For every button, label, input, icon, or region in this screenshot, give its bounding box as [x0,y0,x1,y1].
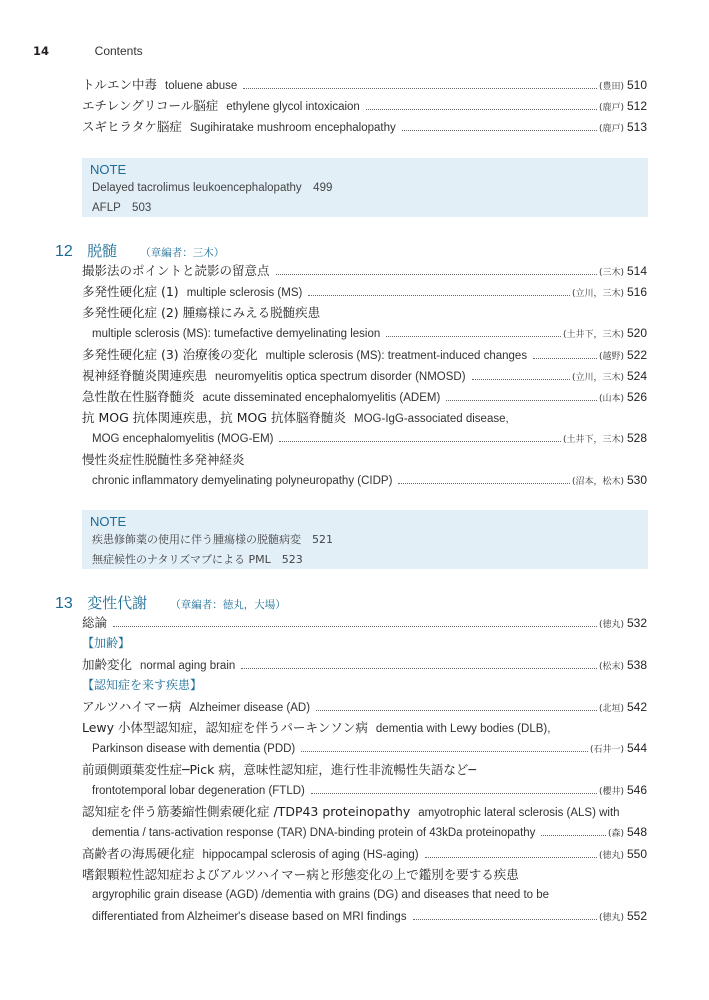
entry-page-number[interactable]: 516 [626,285,647,299]
entry-author: (立川，三木) [571,289,624,299]
chapter-heading[interactable] [55,240,224,262]
entry-title-en: dementia / tans-activation response (TAR) DNA-binding protein of 43kDa proteinopathy [92,827,536,839]
toc-entry[interactable] [0,386,709,407]
chapter-number: 12 [55,243,73,260]
entry-title-jp: 総論 [82,615,108,630]
entry-author: (鹿戸) [598,124,624,134]
entry-author: (徳丸) [598,851,624,861]
entry-page-number[interactable]: 552 [626,909,647,923]
entry-page-number[interactable]: 522 [626,348,647,362]
toc-entry[interactable] [0,654,709,675]
entry-title-jp: 多発性硬化症 (1) [82,284,179,299]
toc-entry[interactable] [0,801,709,822]
chapter-number: 13 [55,595,73,612]
toc-entry-row [82,116,647,140]
entry-author: (松末) [598,662,624,672]
note-title: NOTE [90,162,127,177]
entry-author: (徳丸) [598,913,624,923]
toc-entry[interactable] [0,822,709,843]
dot-leader [366,109,597,110]
note-item[interactable]: Delayed tacrolimus leukoencephalopathy 499 [92,182,333,194]
toc-entry[interactable] [0,449,709,470]
dot-leader [113,626,597,627]
chapter-name: 変性代謝 [87,594,148,612]
toc-entry[interactable] [0,116,709,137]
dot-leader [279,441,560,442]
note-item[interactable]: 無症候性のナタリズマブによる PML 523 [92,553,303,566]
entry-page-number[interactable]: 520 [626,326,647,340]
toc-entry[interactable] [0,95,709,116]
entry-author: (徳丸) [598,620,624,630]
entry-title-en: amyotrophic lateral sclerosis (ALS) with [418,807,620,819]
entry-title-en: dementia with Lewy bodies (DLB), [375,723,551,735]
entry-title-jp: 嗜銀顆粒性認知症およびアルツハイマー病と形態変化の上で鑑別を要する疾患 [82,867,519,882]
entry-author: (越野) [598,352,624,362]
entry-page-number[interactable]: 538 [626,658,647,672]
entry-title-jp: 視神経脊髄炎関連疾患 [82,368,208,383]
entry-title-en: multiple sclerosis (MS) [186,287,303,299]
toc-entry[interactable] [0,906,709,927]
running-title: Contents [94,44,143,58]
entry-page-number[interactable]: 548 [626,825,647,839]
entry-page-number[interactable]: 546 [626,783,647,797]
entry-page-number[interactable]: 526 [626,390,647,404]
entry-title-jp: 慢性炎症性脱髄性多発神経炎 [82,452,245,467]
toc-entry-row [92,906,647,929]
toc-entry[interactable] [0,281,709,302]
dot-leader [301,751,588,752]
entry-title-jp: スギヒラタケ脳症 [82,119,182,134]
entry-title-en: acute disseminated encephalomyelitis (ADEM) [202,392,441,404]
note-box [82,510,648,569]
toc-entry-row [92,738,647,761]
entry-title-en: ethylene glycol intoxicaion [226,101,360,113]
entry-title-en: differentiated from Alzheimer's disease based on MRI findings [92,911,407,923]
toc-entry-row [82,759,647,780]
toc-entry-row [82,302,647,323]
entry-title-jp: 認知症を伴う筋萎縮性側索硬化症 /TDP43 proteinopathy [82,804,411,819]
toc-entry[interactable] [0,612,709,633]
entry-title-en: MOG-IgG-associated disease, [354,413,509,425]
entry-author: (森) [607,829,624,839]
entry-page-number[interactable]: 530 [626,473,647,487]
running-header [33,44,143,58]
entry-title-jp: 撮影法のポイントと読影の留意点 [82,263,270,278]
dot-leader [243,88,597,89]
note-item[interactable]: AFLP 503 [92,202,152,214]
entry-title-en: Sugihiratake mushroom encephalopathy [189,122,396,134]
toc-section-top [0,74,709,137]
entry-author: (土井下，三木) [562,435,624,445]
entry-title-jp: 急性散在性脳脊髄炎 [82,389,195,404]
dot-leader [316,710,597,711]
entry-title-jp: 前頭側頭葉変性症─Pick 病，意味性認知症，進行性非流暢性失語など─ [82,762,476,777]
dot-leader [402,130,597,131]
entry-author: (鹿戸) [598,103,624,113]
entry-title-jp: 加齢変化 [82,657,133,672]
dot-leader [541,835,606,836]
toc-entry[interactable] [0,696,709,717]
entry-title-jp: トルエン中毒 [82,77,158,92]
toc-entry-row [82,864,647,885]
toc-entry-row [82,801,647,824]
toc-entry[interactable] [0,323,709,344]
toc-entry-row [92,323,647,346]
entry-title-en: Parkinson disease with dementia (PDD) [92,743,296,755]
dot-leader [386,336,561,337]
dot-leader [308,295,570,296]
entry-title-jp: アルツハイマー病 [82,699,182,714]
entry-author: (山本) [598,394,624,404]
entry-title-en: chronic inflammatory demyelinating polyneuropathy (CIDP) [92,475,393,487]
toc-entry[interactable] [0,260,709,281]
note-item[interactable]: 疾患修飾薬の使用に伴う腫瘍様の脱髄病変 521 [92,533,333,546]
entry-title-en: MOG encephalomyelitis (MOG-EM) [92,433,274,445]
entry-title-en: multiple sclerosis (MS): tumefactive demyelinating lesion [92,328,381,340]
entry-author: (北垣) [598,704,624,714]
toc-entry-row [82,612,647,636]
toc-entry-row [82,717,647,740]
toc-entry-row [82,407,647,430]
dot-leader [533,358,597,359]
dot-leader [413,919,597,920]
toc-entry-row [92,885,647,906]
dot-leader [311,793,597,794]
toc-entry[interactable] [0,780,709,801]
entry-page-number[interactable]: 510 [626,78,647,92]
entry-author: (立川，三木) [571,373,624,383]
toc-entry-row [92,780,647,803]
toc-entry[interactable] [0,843,709,864]
entry-title-en: toluene abuse [165,80,238,92]
entry-author: (石井一) [589,745,624,755]
toc-entry[interactable] [0,470,709,491]
entry-title-en: Alzheimer disease (AD) [189,702,311,714]
toc-entry-row [92,428,647,451]
toc-subsection-label: 【加齢】 [82,636,131,650]
entry-page-number[interactable]: 512 [626,99,647,113]
entry-page-number[interactable]: 544 [626,741,647,755]
entry-page-number[interactable]: 528 [626,431,647,445]
toc-entry-row [92,470,647,493]
toc-entry[interactable] [0,759,709,780]
toc-entry[interactable] [0,717,709,738]
entry-author: (三木) [598,268,624,278]
toc-section-chapter-12 [0,260,709,491]
entry-title-en: hippocampal sclerosis of aging (HS-aging) [202,849,419,861]
dot-leader [425,857,597,858]
entry-author: (沼本，松木) [571,477,624,487]
dot-leader [446,400,597,401]
entry-author: (土井下，三木) [562,330,624,340]
chapter-editor: （章編者：徳丸，大場） [170,599,286,611]
entry-title-en: frontotemporal lobar degeneration (FTLD) [92,785,305,797]
entry-author: (櫻井) [598,787,624,797]
toc-entry[interactable] [0,407,709,428]
entry-page-number[interactable]: 532 [626,616,647,630]
entry-page-number[interactable]: 524 [626,369,647,383]
chapter-name: 脱髄 [87,242,118,260]
toc-entry-row [92,822,647,845]
entry-title-jp: 多発性硬化症 (2) 腫瘍様にみえる脱髄疾患 [82,305,321,320]
entry-page-number[interactable]: 542 [626,700,647,714]
entry-title-en: argyrophilic grain disease (AGD) /dementia with grains (DG) and diseases that need to be [92,889,550,901]
entry-title-jp: Lewy 小体型認知症，認知症を伴うパーキンソン病 [82,720,368,735]
dot-leader [472,379,570,380]
toc-section-chapter-13 [0,612,709,927]
toc-subsection-label: 【認知症を来す疾患】 [82,678,203,692]
entry-title-en: multiple sclerosis (MS): treatment-induced changes [265,350,528,362]
entry-author: (豊田) [598,82,624,92]
toc-entry[interactable] [0,885,709,906]
toc-entry[interactable] [0,738,709,759]
dot-leader [276,274,597,275]
entry-page-number[interactable]: 550 [626,847,647,861]
toc-entry[interactable] [0,344,709,365]
entry-title-jp: 多発性硬化症 (3) 治療後の変化 [82,347,258,362]
toc-entry[interactable] [0,428,709,449]
entry-title-jp: 高齢者の海馬硬化症 [82,846,195,861]
note-box [82,158,648,217]
entry-page-number[interactable]: 513 [626,120,647,134]
entry-title-en: normal aging brain [140,660,236,672]
entry-title-jp: エチレングリコール脳症 [82,98,219,113]
toc-entry[interactable] [0,365,709,386]
chapter-editor: （章編者：三木） [140,247,225,259]
toc-entry[interactable] [0,302,709,323]
note-title: NOTE [90,514,127,529]
toc-entry[interactable] [0,74,709,95]
entry-title-en: neuromyelitis optica spectrum disorder (NMOSD) [215,371,466,383]
dot-leader [241,668,597,669]
entry-title-jp: 抗 MOG 抗体関連疾患，抗 MOG 抗体脳脊髄炎 [82,410,347,425]
dot-leader [398,483,570,484]
toc-entry[interactable] [0,864,709,885]
chapter-heading[interactable] [55,592,286,614]
toc-entry-row [82,449,647,470]
entry-page-number[interactable]: 514 [626,264,647,278]
toc-entry-row [82,654,647,678]
page-number: 14 [33,44,50,58]
